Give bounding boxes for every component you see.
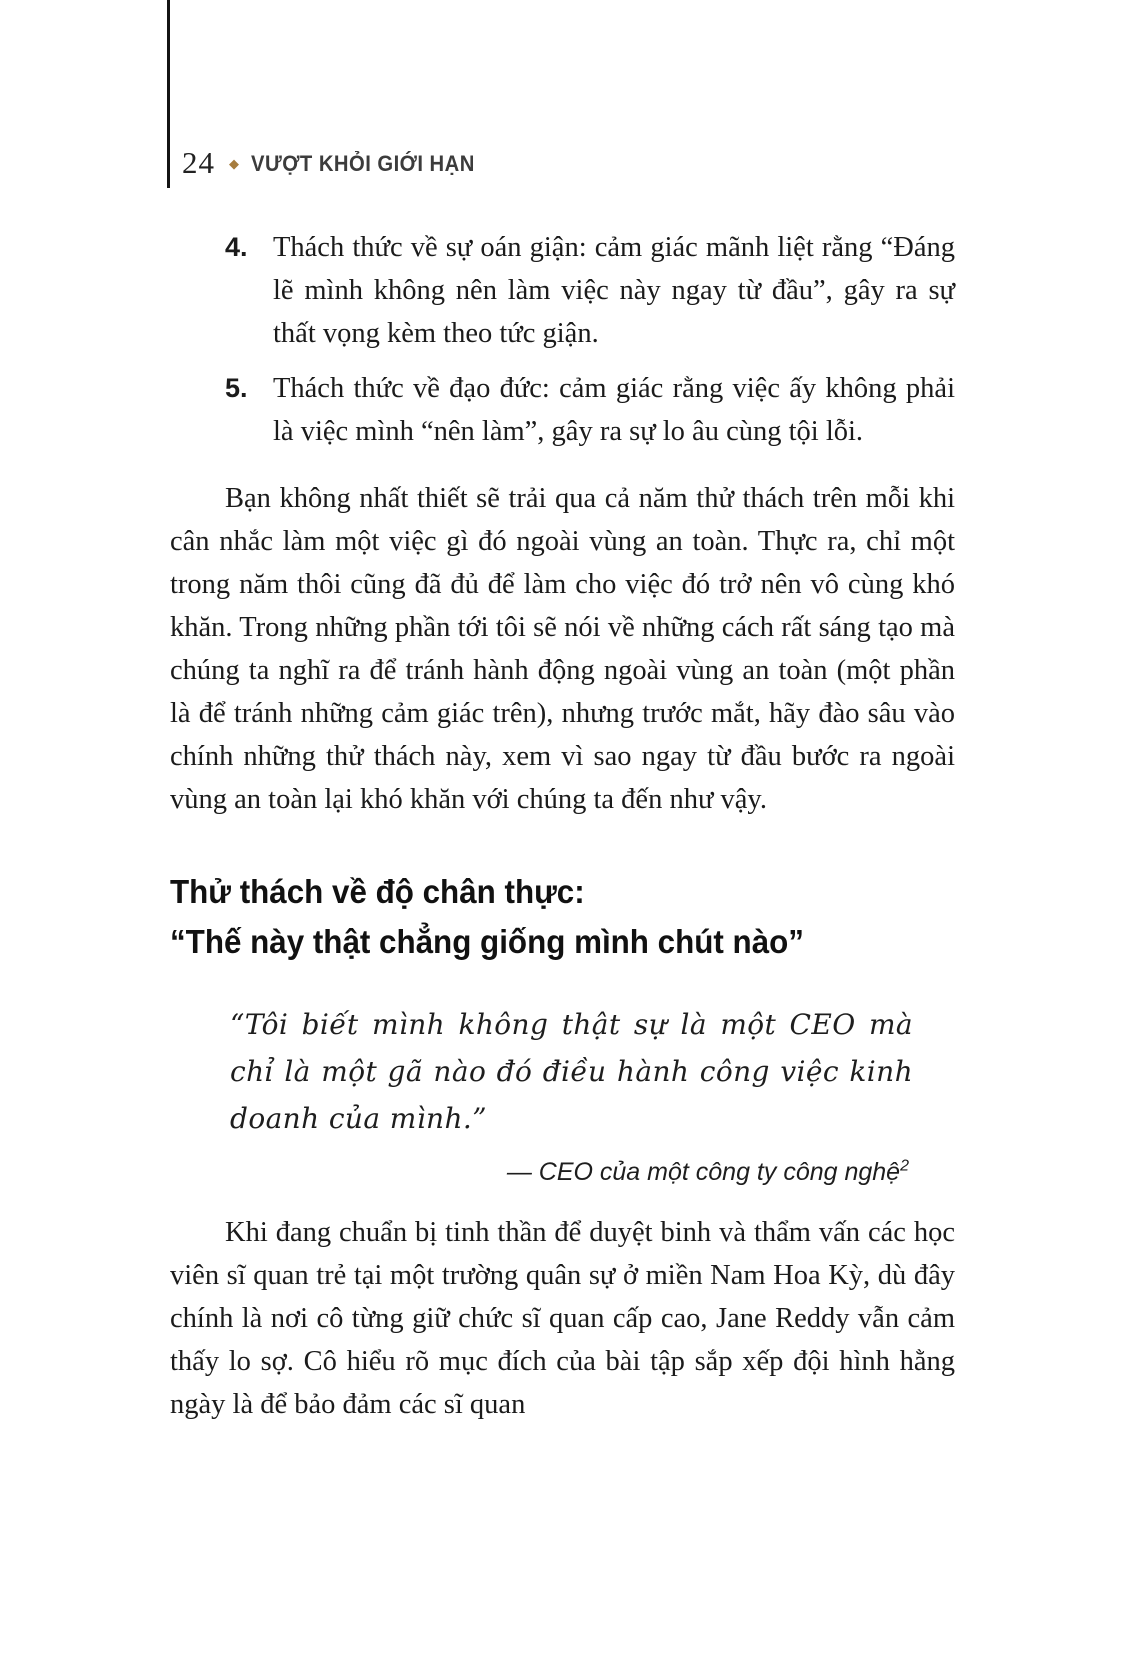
margin-rule [167,0,170,188]
list-item-text: Thách thức về sự oán giận: cảm giác mãnh liệt rằng “Đáng lẽ mình không nên làm việc này ngay từ đầu”, gây ra sự thất vọng kèm theo tức giận. [273,232,955,349]
list-item-number: 4. [225,232,248,262]
list-item-text: Thách thức về đạo đức: cảm giác rằng việc ấy không phải là việc mình “nên làm”, gây ra sự lo âu cùng tội lỗi. [273,373,955,447]
paragraph: Khi đang chuẩn bị tinh thần để duyệt binh và thẩm vấn các học viên sĩ quan trẻ tại một trường quân sự ở miền Nam Hoa Kỳ, dù đây chính là nơi cô từng giữ chức sĩ quan cấp cao, Jane Reddy vẫn cảm thấy lo sợ. Cô hiểu rõ mục đích của bài tập sắp xếp đội hình hằng ngày là để bảo đảm các sĩ quan [170,1217,955,1420]
page-body [170,226,955,1426]
page-number: 24 [182,145,215,180]
running-title: VƯỢT KHỎI GIỚI HẠN [251,151,475,176]
paragraph: Bạn không nhất thiết sẽ trải qua cả năm thử thách trên mỗi khi cân nhắc làm một việc gì đó ngoài vùng an toàn. Thực ra, chỉ một trong năm thôi cũng đã đủ để làm cho việc đó trở nên vô cùng khó khăn. Trong những phần tới tôi sẽ nói về những cách rất sáng tạo mà chúng ta nghĩ ra để tránh hành động ngoài vùng an toàn (một phần là để tránh những cảm giác trên), nhưng trước mắt, hãy đào sâu vào chính những thử thách này, xem vì sao ngay từ đầu bước ra ngoài vùng an toàn lại khó khăn với chúng ta đến như vậy. [170,483,955,815]
quote-block [170,1001,955,1187]
list-item-number: 5. [225,373,248,403]
footnote-marker: 2 [900,1157,909,1175]
quote-text: “Tôi biết mình không thật sự là một CEO mà chỉ là một gã nào đó điều hành công việc kinh doanh của mình.” [230,1008,913,1135]
challenge-list [170,226,955,453]
diamond-icon: ◆ [229,156,239,171]
quote-attribution-text: — CEO của một công ty công nghệ [506,1158,901,1186]
list-item [225,367,955,453]
section-heading [170,867,955,967]
section-heading-line2: “Thế này thật chẳng giống mình chút nào” [170,923,804,960]
section-heading-line1: Thử thách về độ chân thực: [170,873,585,910]
page-header [182,146,955,180]
list-item [225,226,955,355]
quote-attribution [230,1158,913,1187]
